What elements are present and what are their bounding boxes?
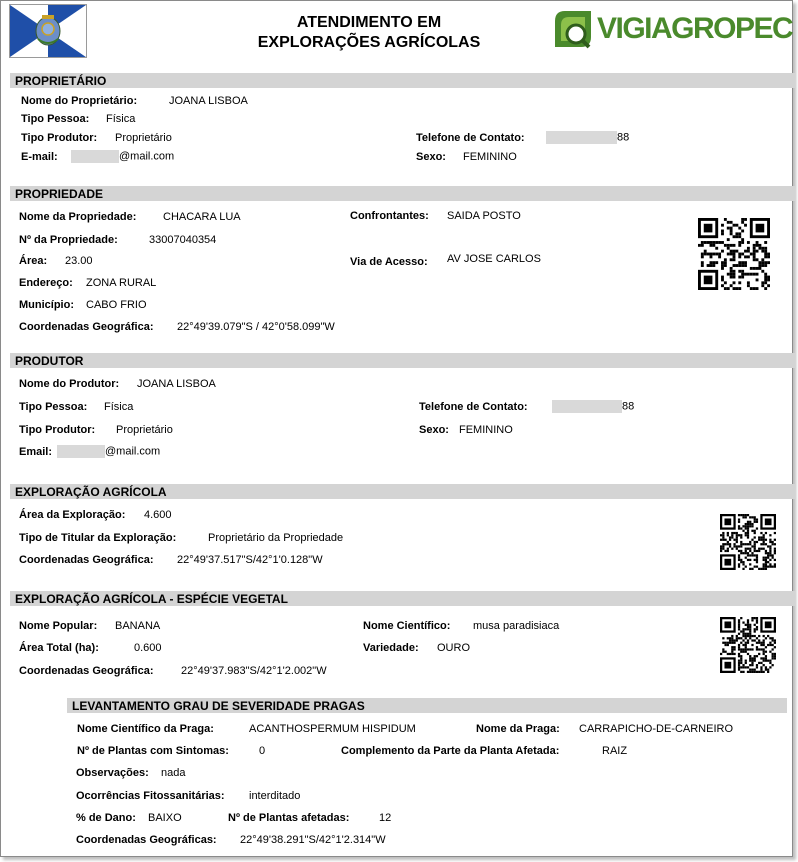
section-title: LEVANTAMENTO GRAU DE SEVERIDADE PRAGAS [72, 699, 365, 713]
exploracao-coord-value: 22°49'37.517"S/42°1'0.128"W [177, 554, 323, 566]
produtor-tipo-pessoa-value: Física [104, 401, 134, 413]
qr-code-icon [720, 617, 776, 673]
proprietario-sexo-label: Sexo: [416, 151, 446, 163]
qr-code-icon [698, 218, 770, 290]
leaf-magnifier-icon [551, 7, 597, 51]
levantamento-dano-value: BAIXO [148, 812, 182, 824]
email-suffix: @mail.com [105, 445, 161, 458]
proprietario-telefone-label: Telefone de Contato: [416, 132, 525, 144]
levantamento-ocorrencias-label: Ocorrências Fitossanitárias: [76, 790, 225, 802]
redacted-mask [546, 131, 617, 144]
levantamento-nome-praga-label: Nome da Praga: [476, 723, 560, 735]
especie-nome-cientifico-value: musa paradisiaca [473, 620, 560, 632]
especie-area-total-label: Área Total (ha): [19, 642, 99, 654]
section-proprietario-header [10, 73, 795, 88]
proprietario-tipo-pessoa-value: Física [106, 113, 136, 125]
propriedade-area-label: Área: [19, 255, 48, 267]
propriedade-confrontantes-label: Confrontantes: [350, 210, 429, 222]
proprietario-email-label: E-mail: [21, 151, 58, 163]
produtor-telefone-value [552, 400, 634, 413]
redacted-mask [71, 150, 119, 163]
propriedade-via-label: Via de Acesso: [350, 256, 428, 268]
proprietario-nome-label: Nome do Proprietário: [21, 95, 138, 107]
propriedade-nome-label: Nome da Propriedade: [19, 211, 137, 223]
produtor-nome-value: JOANA LISBOA [137, 378, 216, 390]
propriedade-nome-value: CHACARA LUA [163, 211, 241, 223]
levantamento-dano-label: % de Dano: [76, 812, 136, 824]
section-title: PROPRIETÁRIO [15, 74, 107, 88]
levantamento-ocorrencias-value: interditado [249, 790, 301, 802]
state-flag [9, 4, 87, 58]
propriedade-via-value: AV JOSE CARLOS [447, 253, 541, 265]
logo-text: VIGIAGROPEC [597, 12, 793, 45]
especie-nome-popular-value: BANANA [115, 620, 161, 632]
produtor-tipo-produtor-label: Tipo Produtor: [19, 424, 96, 436]
levantamento-plantas-sintomas-value: 0 [259, 745, 266, 757]
section-title: EXPLORAÇÃO AGRÍCOLA - ESPÉCIE VEGETAL [15, 592, 288, 606]
levantamento-nome-cientifico-value: ACANTHOSPERMUM HISPIDUM [249, 723, 416, 735]
section-produtor-header [10, 353, 795, 368]
levantamento-nome-cientifico-label: Nome Científico da Praga: [77, 723, 214, 735]
section-title: EXPLORAÇÃO AGRÍCOLA [15, 485, 167, 499]
propriedade-coord-label: Coordenadas Geográfica: [19, 321, 154, 333]
levantamento-plantas-afetadas-value: 12 [379, 812, 392, 824]
report-title-line2: EXPLORAÇÕES AGRÍCOLAS [257, 34, 481, 51]
propriedade-area-value: 23.00 [65, 255, 93, 267]
propriedade-numero-label: Nº da Propriedade: [19, 234, 118, 246]
exploracao-area-label: Área da Exploração: [19, 509, 126, 521]
propriedade-endereco-value: ZONA RURAL [86, 277, 157, 289]
propriedade-coord-value: 22°49'39.079"S / 42°0'58.099"W [177, 321, 335, 333]
section-exploracao-header [10, 484, 795, 499]
redacted-mask [57, 445, 105, 458]
propriedade-confrontantes-value: SAIDA POSTO [447, 210, 521, 222]
levantamento-plantas-afetadas-label: Nº de Plantas afetadas: [228, 812, 350, 824]
section-especie-header [10, 591, 795, 606]
propriedade-numero-value: 33007040354 [149, 234, 217, 246]
telefone-suffix: 88 [622, 400, 635, 413]
levantamento-complemento-label: Complemento da Parte da Planta Afetada: [341, 745, 560, 757]
proprietario-telefone-value [546, 131, 629, 144]
especie-area-total-value: 0.600 [134, 642, 162, 654]
redacted-mask [552, 400, 622, 413]
especie-variedade-value: OURO [437, 642, 470, 654]
proprietario-email-value [71, 150, 174, 163]
propriedade-municipio-value: CABO FRIO [86, 299, 147, 311]
levantamento-observacoes-label: Observações: [76, 767, 149, 779]
levantamento-observacoes-value: nada [161, 767, 186, 779]
section-title: PRODUTOR [15, 354, 84, 368]
propriedade-municipio-label: Município: [19, 299, 74, 311]
especie-variedade-label: Variedade: [363, 642, 419, 654]
produtor-tipo-produtor-value: Proprietário [116, 424, 173, 436]
produtor-email-value [57, 445, 160, 458]
propriedade-endereco-label: Endereço: [19, 277, 73, 289]
especie-coord-label: Coordenadas Geográfica: [19, 665, 154, 677]
especie-coord-value: 22°49'37.983"S/42°1'2.002"W [181, 665, 327, 677]
produtor-sexo-label: Sexo: [419, 424, 449, 436]
exploracao-coord-label: Coordenadas Geográfica: [19, 554, 154, 566]
especie-nome-popular-label: Nome Popular: [19, 620, 98, 632]
produtor-nome-label: Nome do Produtor: [19, 378, 120, 390]
produtor-telefone-label: Telefone de Contato: [419, 401, 528, 413]
exploracao-titular-label: Tipo de Titular da Exploração: [19, 532, 177, 544]
especie-nome-cientifico-label: Nome Científico: [363, 620, 451, 632]
proprietario-sexo-value: FEMININO [463, 151, 517, 163]
levantamento-coord-value: 22°49'38.291"S/42°1'2.314"W [240, 834, 386, 846]
report-title-line1: ATENDIMENTO EM [296, 14, 442, 31]
exploracao-titular-value: Proprietário da Propriedade [208, 532, 344, 544]
proprietario-tipo-produtor-label: Tipo Produtor: [21, 132, 98, 144]
produtor-email-label: Email: [19, 446, 53, 458]
levantamento-plantas-sintomas-label: Nº de Plantas com Sintomas: [77, 745, 229, 757]
levantamento-coord-label: Coordenadas Geográficas: [76, 834, 217, 846]
exploracao-area-value: 4.600 [144, 509, 172, 521]
qr-code-icon [720, 514, 776, 570]
levantamento-complemento-value: RAIZ [602, 745, 628, 757]
levantamento-nome-praga-value: CARRAPICHO-DE-CARNEIRO [579, 723, 734, 735]
proprietario-tipo-produtor-value: Proprietário [115, 132, 172, 144]
produtor-tipo-pessoa-label: Tipo Pessoa: [19, 401, 88, 413]
vigiagropec-logo [551, 7, 791, 51]
email-suffix: @mail.com [119, 150, 175, 163]
proprietario-tipo-pessoa-label: Tipo Pessoa: [21, 113, 90, 125]
section-title: PROPRIEDADE [15, 187, 104, 201]
section-propriedade-header [10, 186, 795, 201]
section-levantamento-header [67, 698, 787, 713]
telefone-suffix: 88 [617, 131, 630, 144]
proprietario-nome-value: JOANA LISBOA [169, 95, 248, 107]
produtor-sexo-value: FEMININO [459, 424, 513, 436]
